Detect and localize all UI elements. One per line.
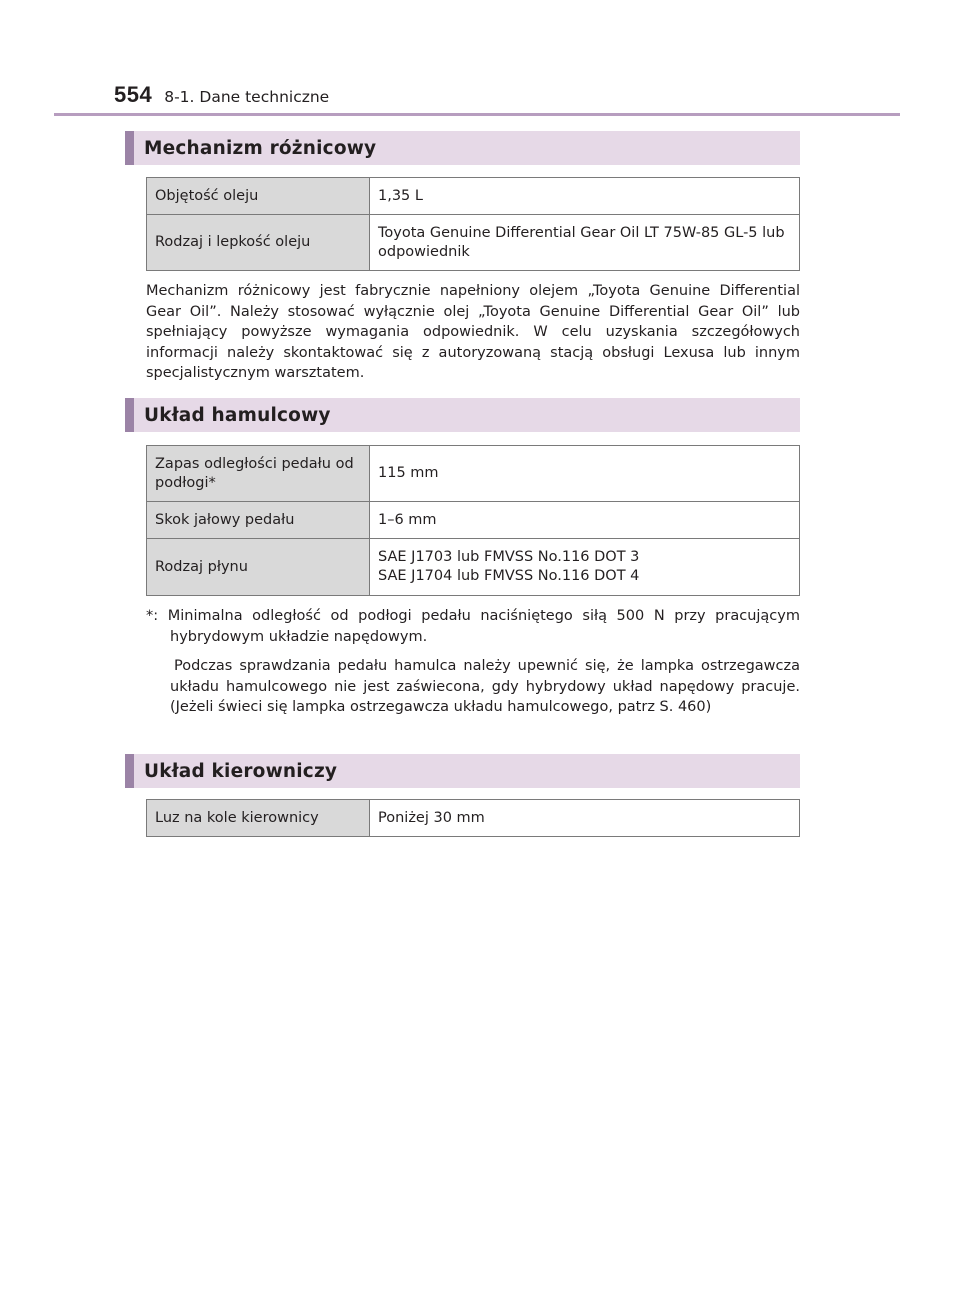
row-value: Poniżej 30 mm bbox=[370, 800, 800, 837]
section-title: Układ hamulcowy bbox=[144, 404, 331, 426]
value-line: SAE J1704 lub FMVSS No.116 DOT 4 bbox=[378, 568, 640, 584]
table-row bbox=[147, 446, 800, 502]
table-row bbox=[147, 215, 800, 271]
section-heading-differential bbox=[125, 131, 800, 165]
section-title: Układ kierowniczy bbox=[144, 760, 338, 782]
row-value bbox=[370, 539, 800, 596]
section-heading-brakes bbox=[125, 398, 800, 432]
row-label: Zapas odległości pedału od podłogi* bbox=[147, 446, 370, 502]
table-row bbox=[147, 539, 800, 596]
value-line: SAE J1703 lub FMVSS No.116 DOT 3 bbox=[378, 549, 640, 565]
row-label: Rodzaj i lepkość oleju bbox=[147, 215, 370, 271]
row-value: 115 mm bbox=[370, 446, 800, 502]
footnote: *: Minimalna odległość od podłogi pedału naciśniętego siłą 500 N przy pracującym hybrydowym układzie napędowym. bbox=[146, 608, 800, 645]
chapter-title: 8-1. Dane techniczne bbox=[164, 88, 330, 106]
row-value: 1–6 mm bbox=[370, 502, 800, 539]
table-row bbox=[147, 800, 800, 837]
row-label: Objętość oleju bbox=[147, 178, 370, 215]
spec-table-differential bbox=[146, 177, 800, 271]
header-divider bbox=[54, 113, 900, 116]
section-heading-steering bbox=[125, 754, 800, 788]
table-row bbox=[147, 502, 800, 539]
table-row bbox=[147, 178, 800, 215]
brake-check-note: Podczas sprawdzania pedału hamulca należy upewnić się, że lampka ostrzegawcza układu hamulcowego nie jest zaświecona, gdy hybrydowy układ napędowy pracuje. (Jeżeli świeci się lampka ostrzegawcza układu hamulcowego, patrz S. 460) bbox=[170, 658, 800, 715]
page-number: 554 bbox=[114, 82, 153, 107]
row-value: 1,35 L bbox=[370, 178, 800, 215]
row-value: Toyota Genuine Differential Gear Oil LT 75W-85 GL-5 lub odpowiednik bbox=[370, 215, 800, 271]
spec-table-steering bbox=[146, 799, 800, 837]
row-label: Skok jałowy pedału bbox=[147, 502, 370, 539]
differential-description: Mechanizm różnicowy jest fabrycznie napełniony olejem „Toyota Genuine Differential Gear Oil”. Należy stosować wyłącznie olej „Toyota Genuine Differential Gear Oil” lub spełniający powyższe wymagania odpowiednik. W celu uzyskania szczegółowych informacji należy skontaktować się z autoryzowaną stacją obsługi Lexusa lub innym specjalistycznym warsztatem. bbox=[146, 283, 800, 381]
row-label: Rodzaj płynu bbox=[147, 539, 370, 596]
spec-table-brakes bbox=[146, 445, 800, 596]
section-title: Mechanizm różnicowy bbox=[144, 137, 377, 159]
page-header bbox=[114, 82, 329, 108]
row-label: Luz na kole kierownicy bbox=[147, 800, 370, 837]
